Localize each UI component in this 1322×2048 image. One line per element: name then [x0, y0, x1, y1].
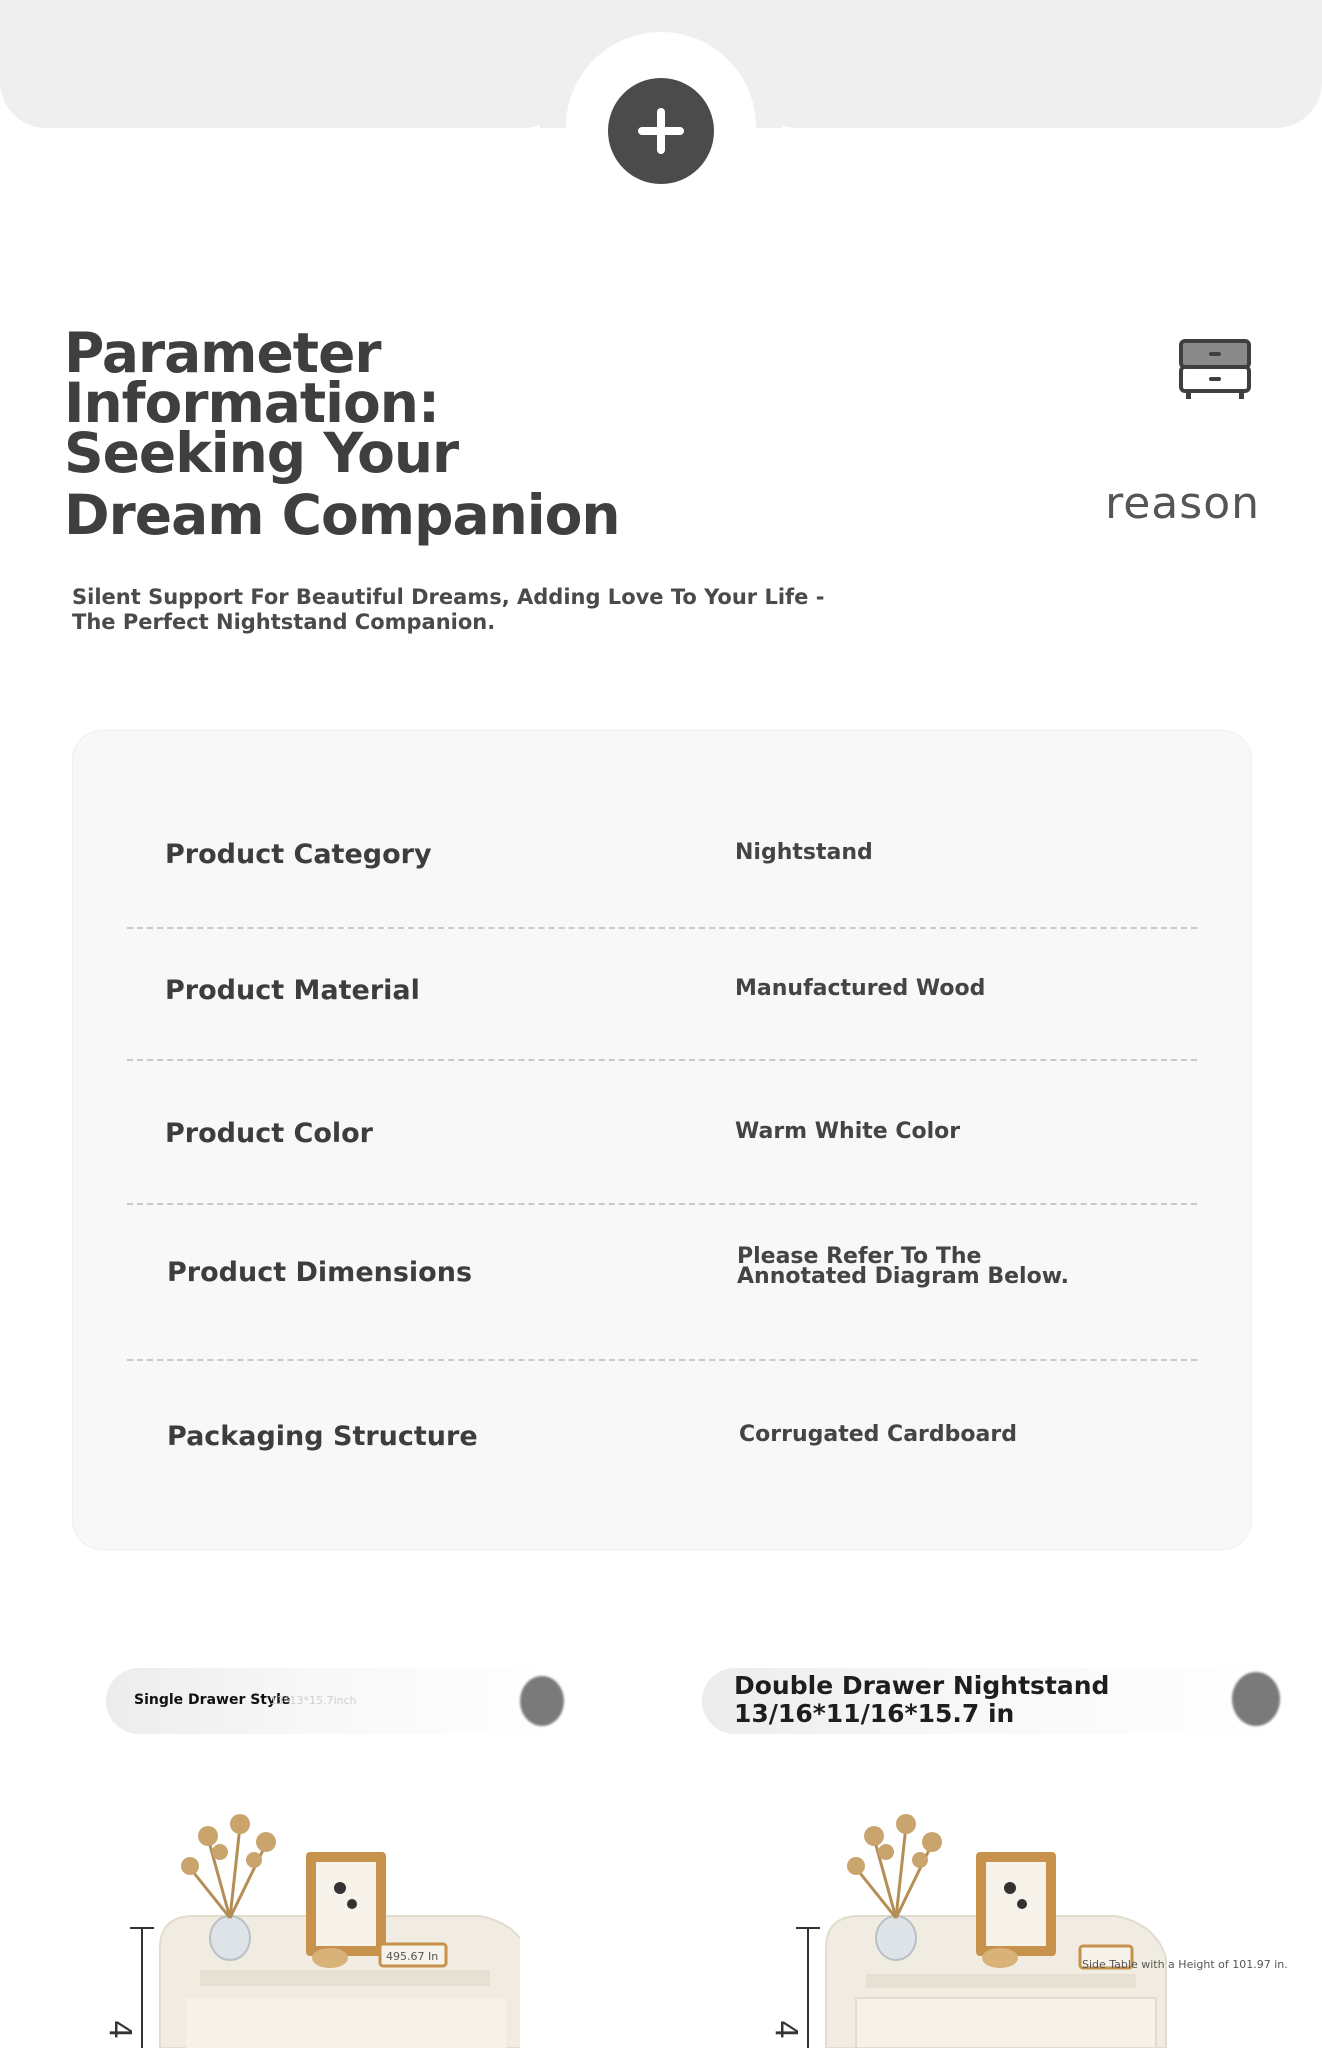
pill-dot-right [1232, 1672, 1280, 1726]
parameter-label: Product Category [165, 839, 432, 870]
parameter-value: Manufactured Wood [735, 976, 986, 1001]
parameter-label: Product Material [165, 975, 420, 1006]
page-title-line-3: Seeking Your [64, 421, 459, 485]
parameter-value: Warm White Color [735, 1119, 961, 1144]
page-title-line-4: Dream Companion [64, 483, 620, 547]
single-drawer-label: Single Drawer Style [134, 1692, 291, 1708]
double-drawer-nightstand-image [756, 1748, 1186, 2048]
double-drawer-label [734, 1672, 1254, 1728]
row-divider [127, 1059, 1197, 1061]
parameter-value: Corrugated Cardboard [739, 1422, 1017, 1447]
parameter-label: Product Dimensions [167, 1257, 473, 1288]
parameter-value: Nightstand [735, 840, 873, 865]
double-drawer-label-line-1: Double Drawer Nightstand [734, 1671, 1110, 1700]
page-title-line-1: Parameter [64, 321, 381, 385]
parameter-value-line-1: Please Refer To The [737, 1244, 982, 1269]
add-button[interactable] [608, 78, 714, 184]
parameter-table [72, 730, 1252, 1550]
plus-icon-vertical [657, 108, 665, 154]
parameter-value-line-2: Annotated Diagram Below. [737, 1264, 1069, 1289]
single-drawer-nightstand-image [90, 1748, 520, 2048]
pill-dot-left [520, 1676, 564, 1726]
parameter-label: Packaging Structure [167, 1421, 478, 1452]
parameter-label: Product Color [165, 1118, 373, 1149]
parameter-value [737, 1244, 1197, 1289]
page-title-line-2: Information: [64, 371, 439, 435]
double-side-number: 4 [768, 2020, 803, 2040]
double-drawer-height-note: Side Table with a Height of 101.97 in. [1082, 1958, 1288, 1971]
top-bar-right [752, 0, 1322, 128]
drawer-cabinet-icon [1178, 338, 1252, 402]
single-drawer-faded-size: 13*13*15.7inch [270, 1694, 357, 1707]
row-divider [127, 927, 1197, 929]
row-divider [127, 1359, 1197, 1361]
single-dimension-tag: 495.67 In [386, 1950, 439, 1963]
double-drawer-label-line-2: 13/16*11/16*15.7 in [734, 1699, 1015, 1728]
top-bar-left [0, 0, 570, 128]
page-title [64, 321, 764, 547]
single-side-number: 4 [102, 2020, 137, 2040]
page-subtitle: Silent Support For Beautiful Dreams, Adding Love To Your Life - The Perfect Nightstand Companion. [72, 585, 825, 634]
brand-logo: reason [1105, 478, 1260, 529]
row-divider [127, 1203, 1197, 1205]
